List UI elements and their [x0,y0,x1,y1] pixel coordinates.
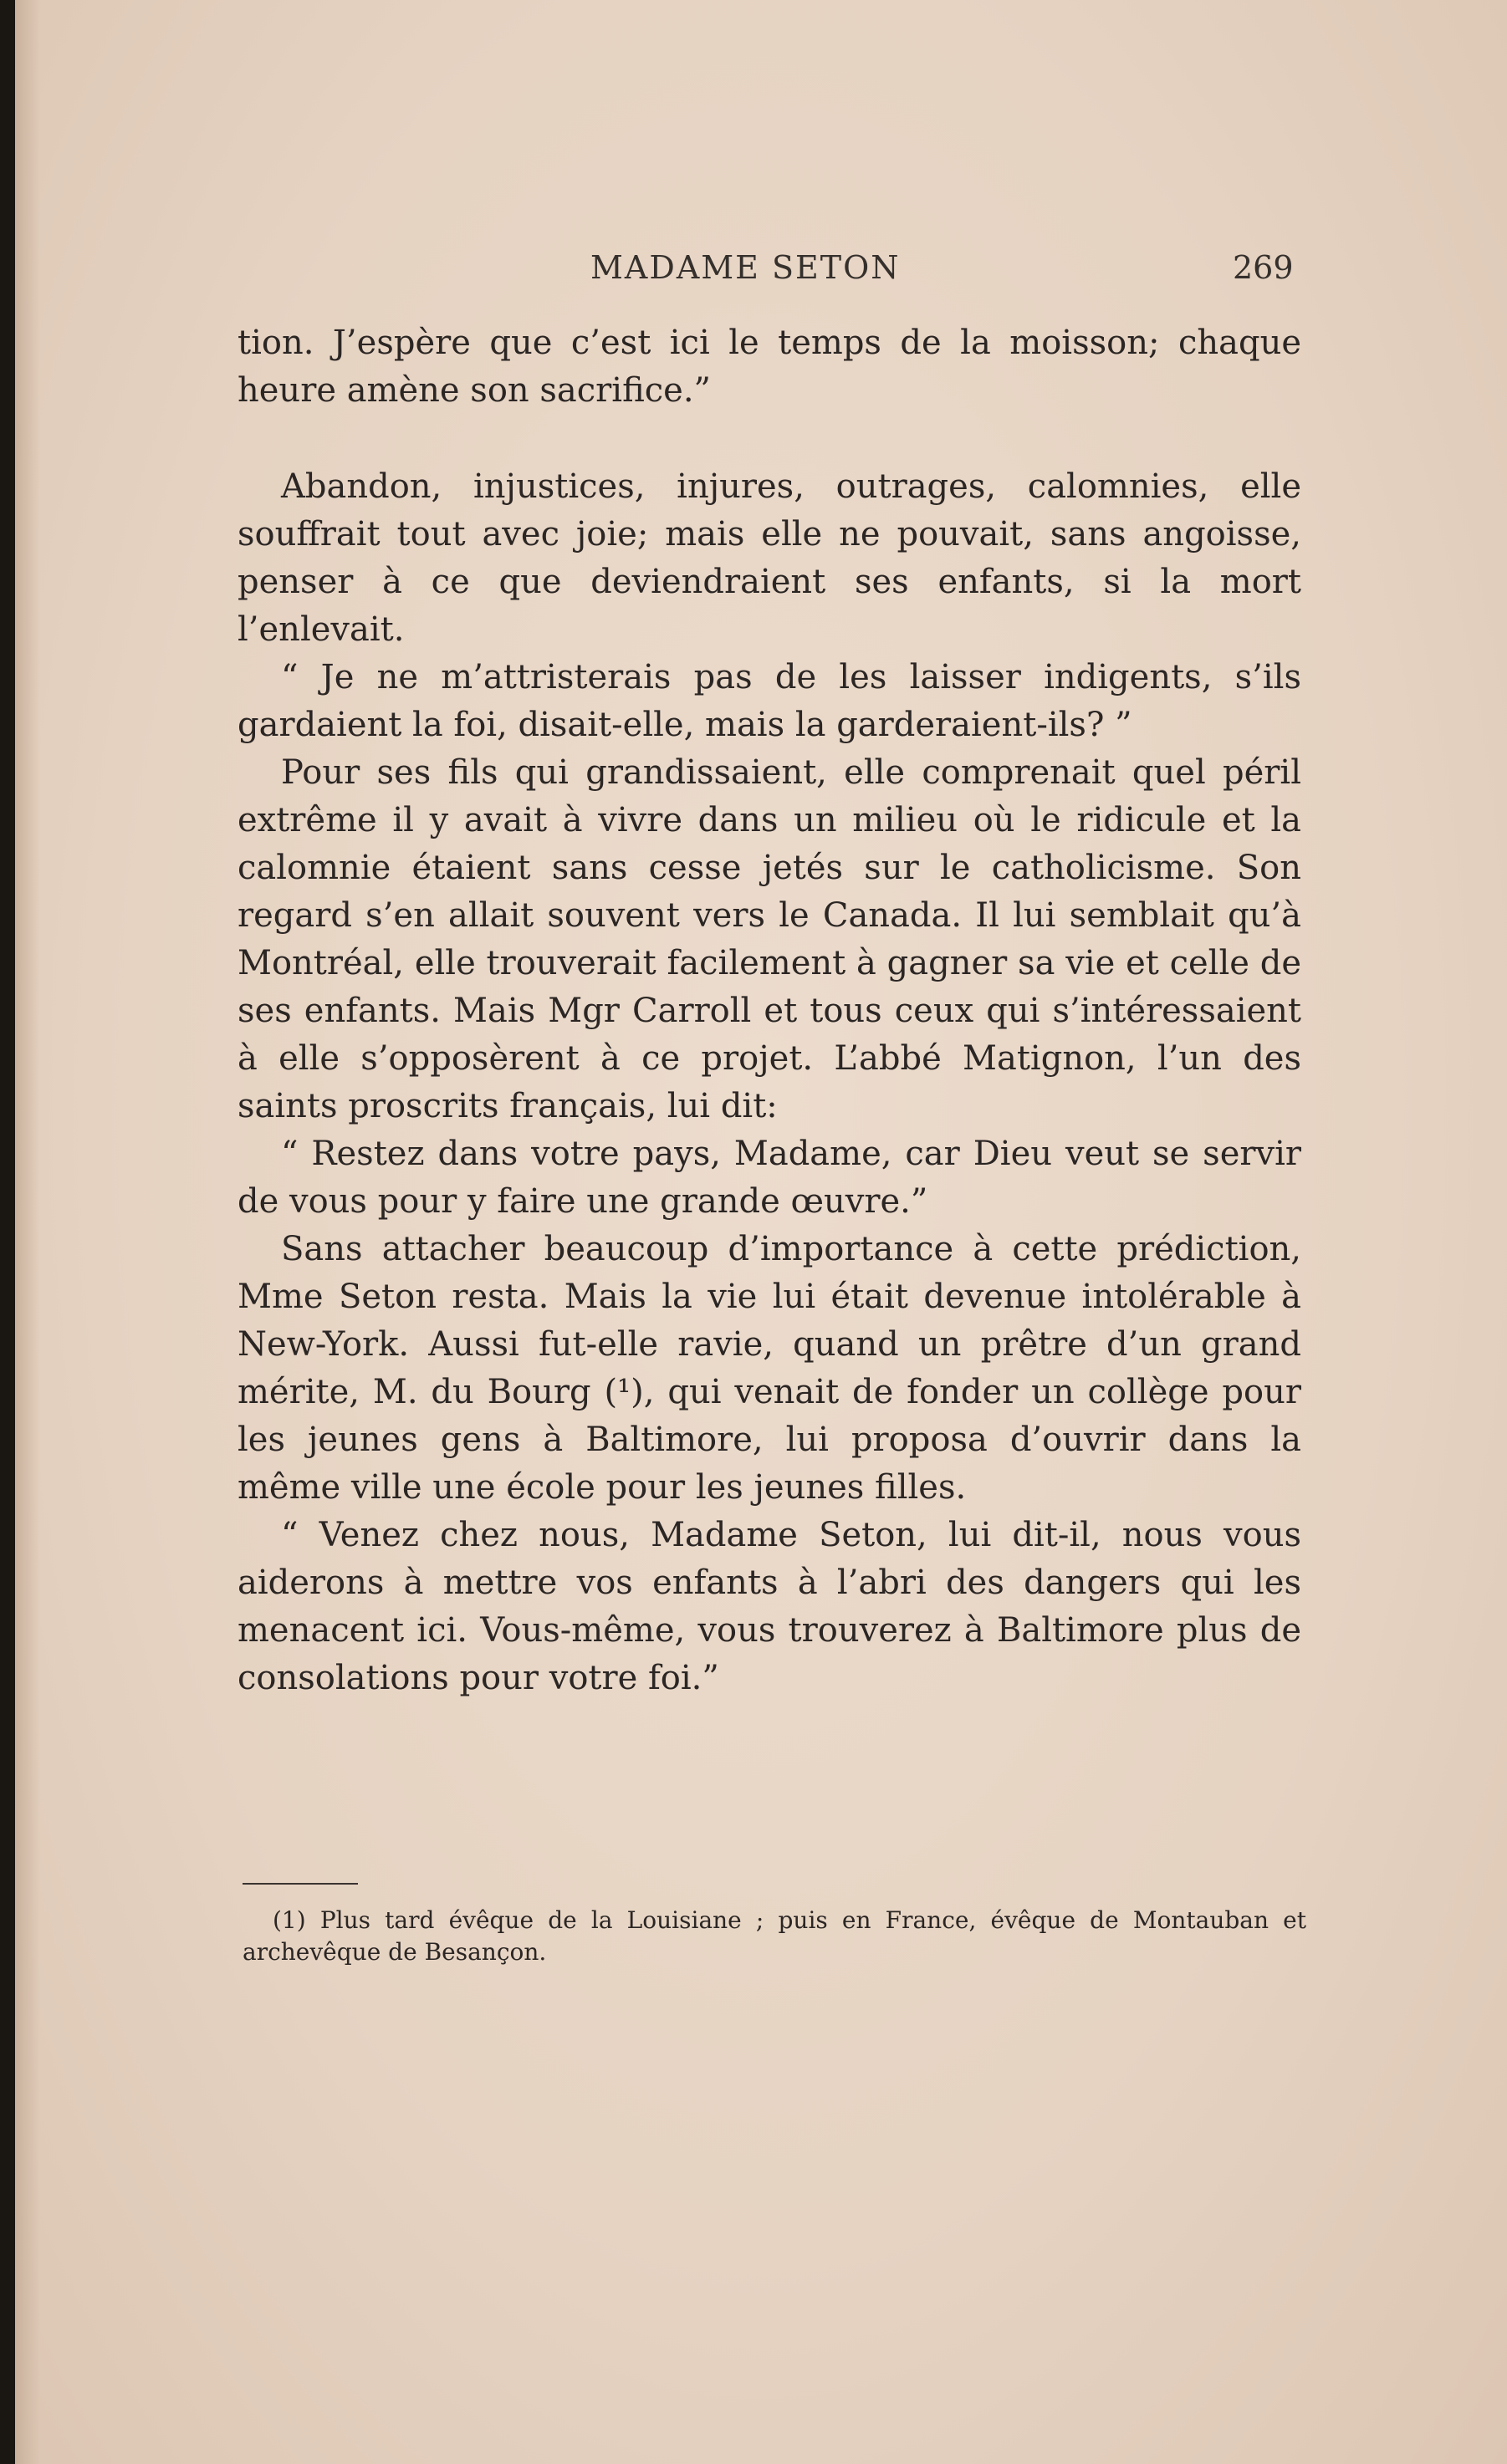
paragraph-quote: “ Restez dans votre pays, Madame, car Dieu veut se servir de vous pour y faire une grande œuvre.” [238,1135,1301,1221]
body-text [238,319,1301,1702]
running-title: MADAME SETON [590,249,901,286]
paragraph: Abandon, injustices, injures, outrages, calomnies, elle souffrait tout avec joie; mais elle ne pouvait, sans angoisse, penser à ce que deviendraient ses enfants, si la mort l’enlevait. [238,467,1301,649]
book-page [15,0,1507,2464]
footnote [243,1905,1306,1968]
footnote-rule [243,1883,358,1885]
binding-gutter [15,0,40,2464]
paragraph: Pour ses fils qui grandissaient, elle comprenait quel péril extrême il y avait à vivre dans un milieu où le ridicule et la calomnie étaient sans cesse jetés sur le catholicisme. Son regard s’en allait souvent vers le Canada. Il lui semblait qu’à Montréal, elle trouverait facilement à gagner sa vie et celle de ses enfants. Mais Mgr Carroll et tous ceux qui s’intéressaient à elle s’opposèrent à ce projet. L’abbé Matignon, l’un des saints proscrits français, lui dit: [238,753,1301,1125]
footnote-text: (1) Plus tard évêque de la Louisiane ; puis en France, évêque de Montauban et archevêque de Besançon. [243,1906,1306,1966]
paragraph-continuation: tion. J’espère que c’est ici le temps de la moisson; chaque heure amène son sacrifice.” [238,324,1301,410]
page-number: 269 [1233,249,1294,286]
running-head [15,249,1507,299]
paragraph-quote: “ Venez chez nous, Madame Seton, lui dit-il, nous vous aiderons à mettre vos enfants à l’abri des dangers qui les menacent ici. Vous-même, vous trouverez à Baltimore plus de consolations pour votre foi.” [238,1516,1301,1697]
paragraph-quote: “ Je ne m’attristerais pas de les laisser indigents, s’ils gardaient la foi, disait-elle, mais la garderaient-ils? ” [238,658,1301,744]
paragraph: Sans attacher beaucoup d’importance à cette prédiction, Mme Seton resta. Mais la vie lui était devenue intolérable à New-York. Aussi fut-elle ravie, quand un prêtre d’un grand mérite, M. du Bourg (¹), qui venait de fonder un collège pour les jeunes gens à Baltimore, lui proposa d’ouvrir dans la même ville une école pour les jeunes filles. [238,1230,1301,1507]
